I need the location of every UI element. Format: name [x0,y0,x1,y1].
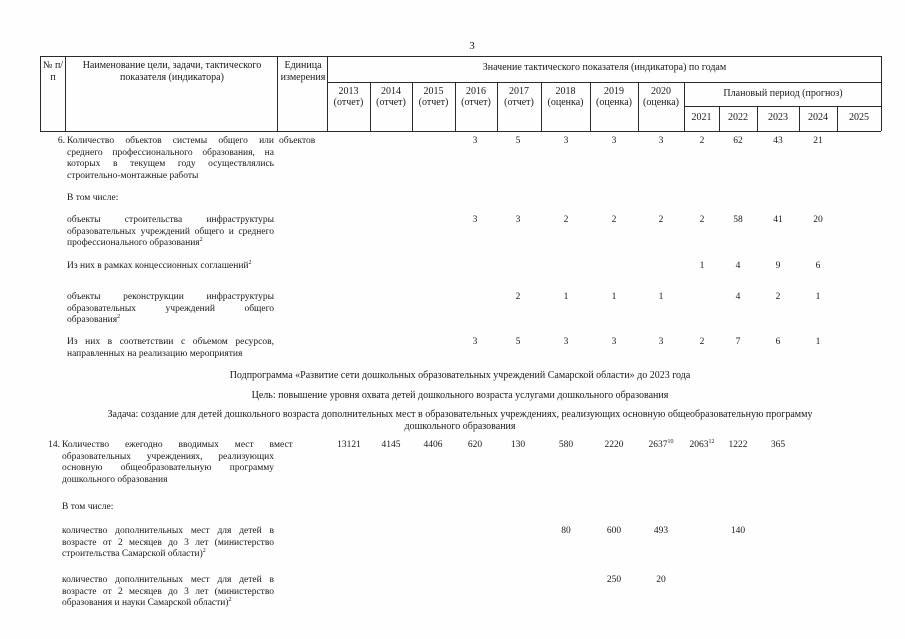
indicator-name: Количество ежегодно вводимых мест в образовательных учреждениях, реализующих основную общеобразовательную программу дошкольного образования [62,440,274,485]
indicator-name: количество дополнительных мест для детей в возрасте от 2 месяцев до 3 лет (министерство строительства Самарской области)$^2$ [62,526,274,559]
value-cell: 4145 [381,440,401,450]
header-unit: Единица измерения [280,60,326,83]
value-cell: 2 [563,215,569,225]
header-year-2013: 2013 [338,86,359,97]
value-cell: 9 [775,261,781,271]
indicator-name: объекты реконструкции инфраструктуры образовательных учреждений общего образования$^2$ [67,292,274,325]
header-name: Наименование цели, задачи, тактического показателя (индикатора) [82,60,262,83]
value-cell: 3 [611,337,617,347]
value-cell: 1 [699,261,705,271]
value-cell: 620 [467,440,483,450]
value-cell: 4406 [423,440,443,450]
header-year-2016: 2016 [466,86,486,97]
value-cell: 13121 [337,440,361,450]
task-text: Задача: создание для детей дошкольного возраста дополнительных мест в образовательных учреждениях, реализующих основную общеобразовательную программу дошкольного образования [107,409,813,432]
header-planned: Плановый период (прогноз) [723,88,843,99]
value-cell: 20 [813,215,823,225]
value-cell: 2 [658,215,664,225]
value-cell: 1 [563,292,569,302]
value-cell: 1 [815,292,821,302]
value-cell: 2 [775,292,781,302]
header-year-status-2013: (отчет) [333,97,364,108]
header-year-status-2017: (отчет) [504,97,534,108]
value-cell: 365 [770,440,786,450]
value-cell: 250 [606,575,622,585]
value-cell: 2063$^{12}$ [689,439,715,450]
subprogram-title: Подпрограмма «Развитие сети дошкольных образовательных учреждений Самарской области» до 2023 года [229,370,691,381]
unit-of-measure: мест [274,440,293,450]
value-cell: 21 [813,136,823,146]
value-cell: 62 [733,136,743,146]
header-year-2018: 2018 [555,86,576,97]
value-cell: 20 [656,575,666,585]
indicator-name: количество дополнительных мест для детей в возрасте от 2 месяцев до 3 лет (министерство образования и науки Самарской области)$^2$ [62,575,274,608]
value-cell: 493 [653,526,669,536]
row-number: 6. [57,136,65,146]
value-cell: 2 [699,136,705,146]
value-cell: 2220 [604,440,624,450]
value-cell: 3 [563,337,569,347]
value-cell: 2 [611,215,617,225]
value-cell: 4 [735,261,741,271]
header-plan-year-2024: 2024 [808,112,828,123]
header-year-2015: 2015 [423,86,444,97]
value-cell: 140 [730,526,746,536]
indicator-name: Из них в рамках концессионных соглашений$^2$ [67,260,252,271]
value-cell: 1222 [728,440,748,450]
value-cell: 2 [515,292,521,302]
value-cell: 41 [773,215,783,225]
header-num: № п/п [42,60,64,83]
header-plan-year-2025: 2025 [849,112,869,123]
header-year-status-2019: (оценка) [596,97,632,108]
indicator-name: Количество объектов системы общего или среднего профессионального образования, на которых в текущем году осуществлялись строительно-монтажные работы [67,136,274,181]
header-plan-year-2021: 2021 [691,112,712,123]
value-cell: 3 [658,337,664,347]
header-year-2020: 2020 [651,86,671,97]
value-cell: 5 [515,337,521,347]
header-plan-year-2023: 2023 [768,112,788,123]
value-cell: 1 [658,292,664,302]
header-values-title: Значение тактического показателя (индикатора) по годам [482,62,727,73]
row-number: 14. [48,440,60,450]
value-cell: 80 [561,526,571,536]
indicator-name: объекты строительства инфраструктуры образовательных учреждений общего и среднего профессионального образования$^2$ [67,215,274,248]
indicator-name: В том числе: [67,193,119,203]
value-cell: 6 [775,337,781,347]
header-year-status-2014: (отчет) [376,97,406,108]
value-cell: 3 [611,136,617,146]
value-cell: 3 [472,136,478,146]
value-cell: 2 [699,337,705,347]
value-cell: 6 [815,261,821,271]
value-cell: 2637$^{10}$ [648,439,674,450]
value-cell: 43 [773,136,783,146]
value-cell: 1 [815,337,821,347]
value-cell: 4 [735,292,741,302]
value-cell: 3 [658,136,664,146]
value-cell: 580 [558,440,574,450]
value-cell: 600 [606,526,622,536]
unit-of-measure: объектов [279,136,316,146]
value-cell: 3 [515,215,521,225]
value-cell: 3 [472,337,478,347]
indicator-name: Из них в соответствии с объемом ресурсов, направленных на реализацию мероприятия [67,337,274,359]
value-cell: 7 [735,337,741,347]
header-year-2014: 2014 [381,86,401,97]
header-year-status-2015: (отчет) [418,97,449,108]
goal-text: Цель: повышение уровня охвата детей дошкольного возраста услугами дошкольного образования [251,390,669,401]
value-cell: 3 [472,215,478,225]
header-year-2019: 2019 [604,86,624,97]
header-year-status-2016: (отчет) [461,97,491,108]
header-year-status-2018: (оценка) [547,97,584,108]
value-cell: 1 [611,292,617,302]
header-year-2017: 2017 [509,86,529,97]
header-year-status-2020: (оценка) [643,97,679,108]
indicator-name: В том числе: [62,502,114,512]
value-cell: 2 [699,215,705,225]
value-cell: 130 [510,440,526,450]
header-plan-year-2022: 2022 [728,112,748,123]
value-cell: 58 [733,215,743,225]
page-number: 3 [469,40,475,52]
value-cell: 3 [563,136,569,146]
value-cell: 5 [515,136,521,146]
